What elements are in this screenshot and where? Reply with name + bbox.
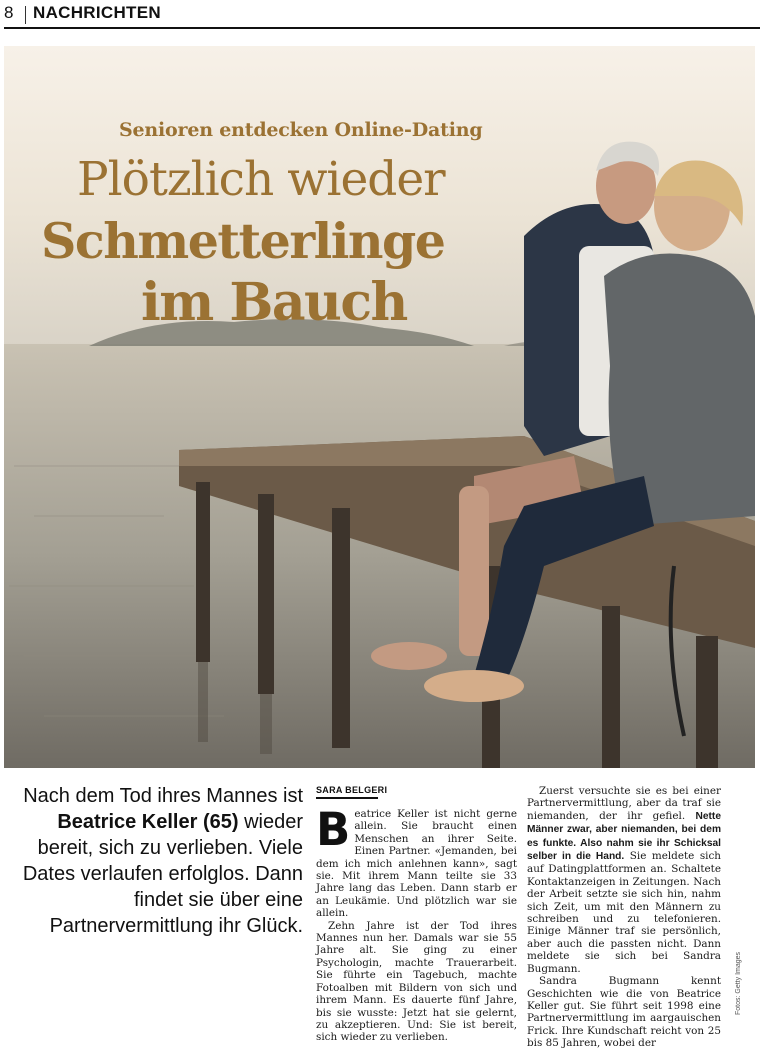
author-byline: SARA BELGERI [316, 785, 388, 795]
lead-name: Beatrice Keller (65) [57, 811, 239, 833]
headline-line-3: im Bauch [141, 272, 407, 333]
lead-text-1: Nach dem Tod ihres Mannes ist [23, 785, 303, 807]
photo-credit: Fotos: Getty Images [735, 951, 742, 1015]
article-column-1 [316, 803, 517, 1044]
paragraph-text: Sie meldete sich auf Datingplattformen an. Schaltete Kontaktanzeigen in Zeitungen. Nach der Arbeit setzte sie sich hin, nahm sich Zeit, um mit den Männern zu schreiben und zu telefonieren. Einige Männer traf sie persönlich, aber auch die passten nicht. Dann meldete sie sich bei Sandra Bugmann. [527, 850, 721, 975]
article-kicker: Senioren entdecken Online-Dating [119, 119, 483, 141]
paragraph: Sandra Bugmann kennt Geschichten wie die von Beatrice Keller gut. Sie führt seit 1998 eine Partnervermittlung im aargauischen Frick. Ihre Kundschaft reicht von 25 bis 85 Jahren, wobei der [527, 975, 721, 1050]
section-title: NACHRICHTEN [33, 3, 161, 22]
header-divider [25, 6, 26, 24]
lead-text-2: wieder bereit, sich zu verlieben. Viele Dates verlaufen erfolglos. Dann findet sie über eine Partnervermittlung ihr Glück. [22, 811, 303, 937]
headline-line-1: Plötzlich wieder [77, 152, 445, 207]
author-underline [316, 797, 378, 799]
paragraph-text: Zuerst versuchte sie es bei einer Partnervermittlung, aber da traf sie niemanden, der ihr gefiel. [527, 785, 721, 822]
article-column-2 [527, 785, 721, 1050]
headline-line-2: Schmetterlinge [41, 212, 445, 270]
drop-cap: B [316, 803, 351, 856]
highlight-text: Nette Männer zwar, aber niemanden, bei dem es funkte. Also nahm sie ihr Schicksal selber in die Hand. [527, 810, 721, 863]
article-lead [10, 783, 303, 939]
page-header [0, 0, 766, 32]
paragraph-text: eatrice Keller ist nicht gerne allein. Sie braucht einen Menschen an ihrer Seite. Einen Partner. «Jemanden, bei dem ich mich anlehnen kann», sagt sie. Mit ihrem Mann teilte sie 33 Jahre lang das Leben. Dann starb er an Leukämie. Und plötzlich war sie allein. [316, 808, 517, 920]
paragraph [316, 803, 517, 920]
page-number: 8 [4, 3, 14, 22]
paragraph: Zehn Jahre ist der Tod ihres Mannes nun her. Damals war sie 55 Jahre alt. Sie ging zu einer Psychologin, machte Trauerarbeit. Sie führte ein Tagebuch, machte Fotoalben mit Bildern von sich und ihrem Mann. Es dauerte fünf Jahre, bis sie wusste: Jetzt hat sie gelernt, zu akzeptieren. Und: Sie ist bereit, sich wieder zu verlieben. [316, 919, 517, 1044]
header-rule [4, 27, 760, 29]
paragraph [527, 785, 721, 975]
hero-photo [4, 46, 755, 768]
